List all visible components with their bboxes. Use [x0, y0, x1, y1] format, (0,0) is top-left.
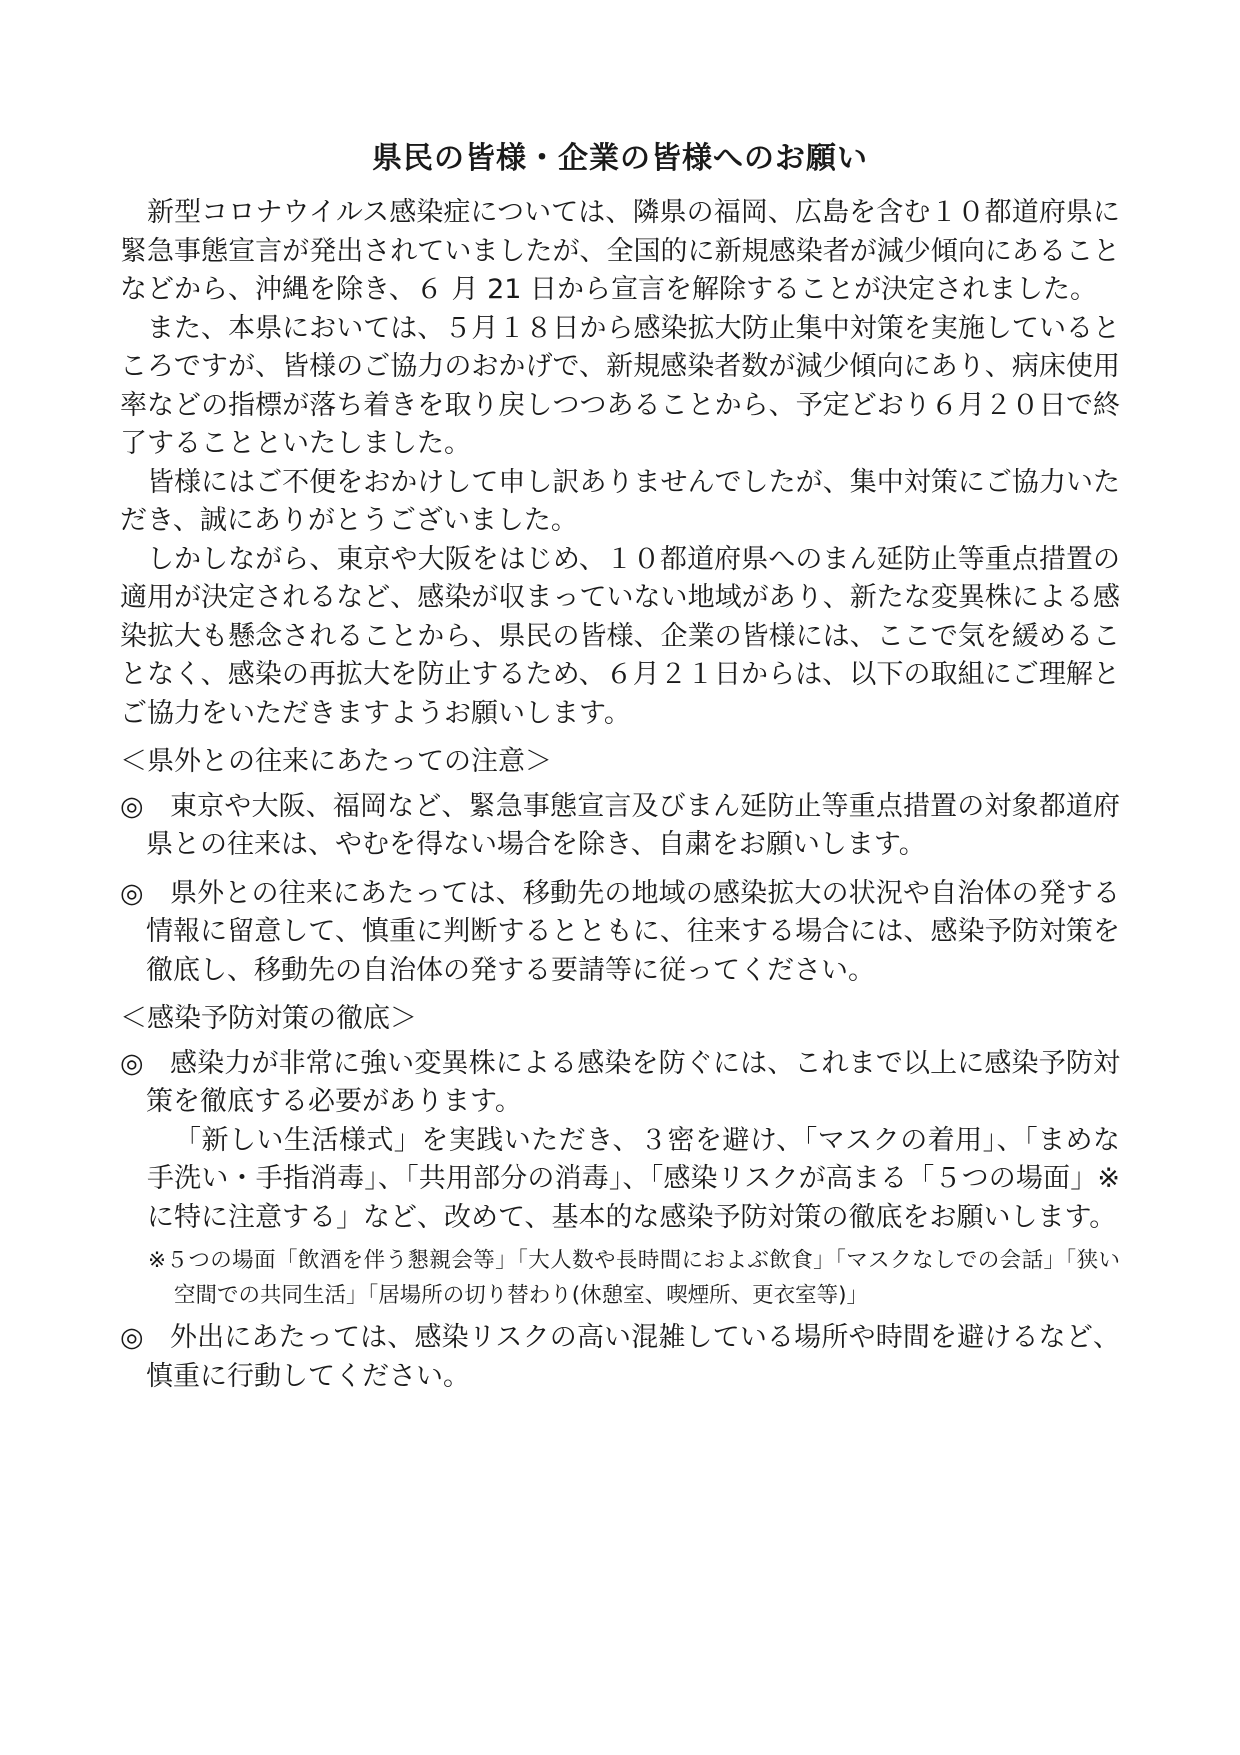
prevention-item-text: 外出にあたっては、感染リスクの高い混雑している場所や時間を避けるなど、慎重に行動してください。 [146, 1322, 1120, 1392]
intro-paragraph: 皆様にはご不便をおかけして申し訳ありませんでしたが、集中対策にご協力いただき、誠にありがとうございました。 [120, 466, 1120, 536]
intro-paragraph: 新型コロナウイルス感染症については、隣県の福岡、広島を含む１０都道府県に緊急事態宣言が発出されていましたが、全国的に新規感染者が減少傾向にあることなどから、沖縄を除き、６ 月 21 日から宣言を解除することが決定されました。 [120, 197, 1120, 305]
intro-paragraph: しかしながら、東京や大阪をはじめ、１０都道府県へのまん延防止等重点措置の適用が決定されるなど、感染が収まっていない地域があり、新たな変異株による感染拡大も懸念されることから、県民の皆様、企業の皆様には、ここで気を緩めることなく、感染の再拡大を防止するため、６月２１日からは、以下の取組にご理解とご協力をいただきますようお願いします。 [120, 543, 1120, 729]
travel-item [120, 788, 1120, 865]
double-circle-bullet-icon: ◎ [120, 790, 144, 822]
prevention-detail: 「新しい生活様式」を実践いただき、３密を避け、「マスクの着用」、「まめな手洗い・手指消毒」、「共用部分の消毒」、「感染リスクが高まる「５つの場面」※に特に注意する」など、改めて、基本的な感染予防対策の徹底をお願いします。 [147, 1124, 1120, 1233]
travel-item-text: 県外との往来にあたっては、移動先の地域の感染拡大の状況や自治体の発する情報に留意して、慎重に判断するとともに、往来する場合には、感染予防対策を徹底し、移動先の自治体の発する要請等に従ってください。 [146, 877, 1120, 986]
five-situations-note: ※５つの場面「飲酒を伴う懇親会等」「大人数や長時間におよぶ飲食」「マスクなしでの会話」「狭い空間での共同生活」「居場所の切り替わり(休憩室、喫煙所、更衣室等)」 [148, 1248, 1120, 1308]
intro-paragraph: また、本県においては、５月１８日から感染拡大防止集中対策を実施しているところですが、皆様のご協力のおかげで、新規感染者数が減少傾向にあり、病床使用率などの指標が落ち着きを取り戻しつつあることから、予定どおり６月２０日で終了することといたしました。 [120, 312, 1120, 459]
document-page [120, 138, 1120, 1406]
travel-item-text: 東京や大阪、福岡など、緊急事態宣言及びまん延防止等重点措置の対象都道府県との往来は、やむを得ない場合を除き、自粛をお願いします。 [146, 790, 1120, 860]
double-circle-bullet-icon: ◎ [120, 1047, 144, 1079]
prevention-item [120, 1319, 1120, 1396]
double-circle-bullet-icon: ◎ [120, 1322, 144, 1353]
section-heading-travel: ＜県外との往来にあたっての注意＞ [120, 746, 552, 777]
prevention-item [120, 1045, 1120, 1122]
section-heading-prevention: ＜感染予防対策の徹底＞ [120, 1003, 417, 1034]
double-circle-bullet-icon: ◎ [120, 877, 144, 909]
document-title: 県民の皆様・企業の皆様へのお願い [372, 141, 868, 176]
travel-item [120, 875, 1120, 991]
prevention-item-text: 感染力が非常に強い変異株による感染を防ぐには、これまで以上に感染予防対策を徹底する必要があります。 [146, 1047, 1120, 1117]
